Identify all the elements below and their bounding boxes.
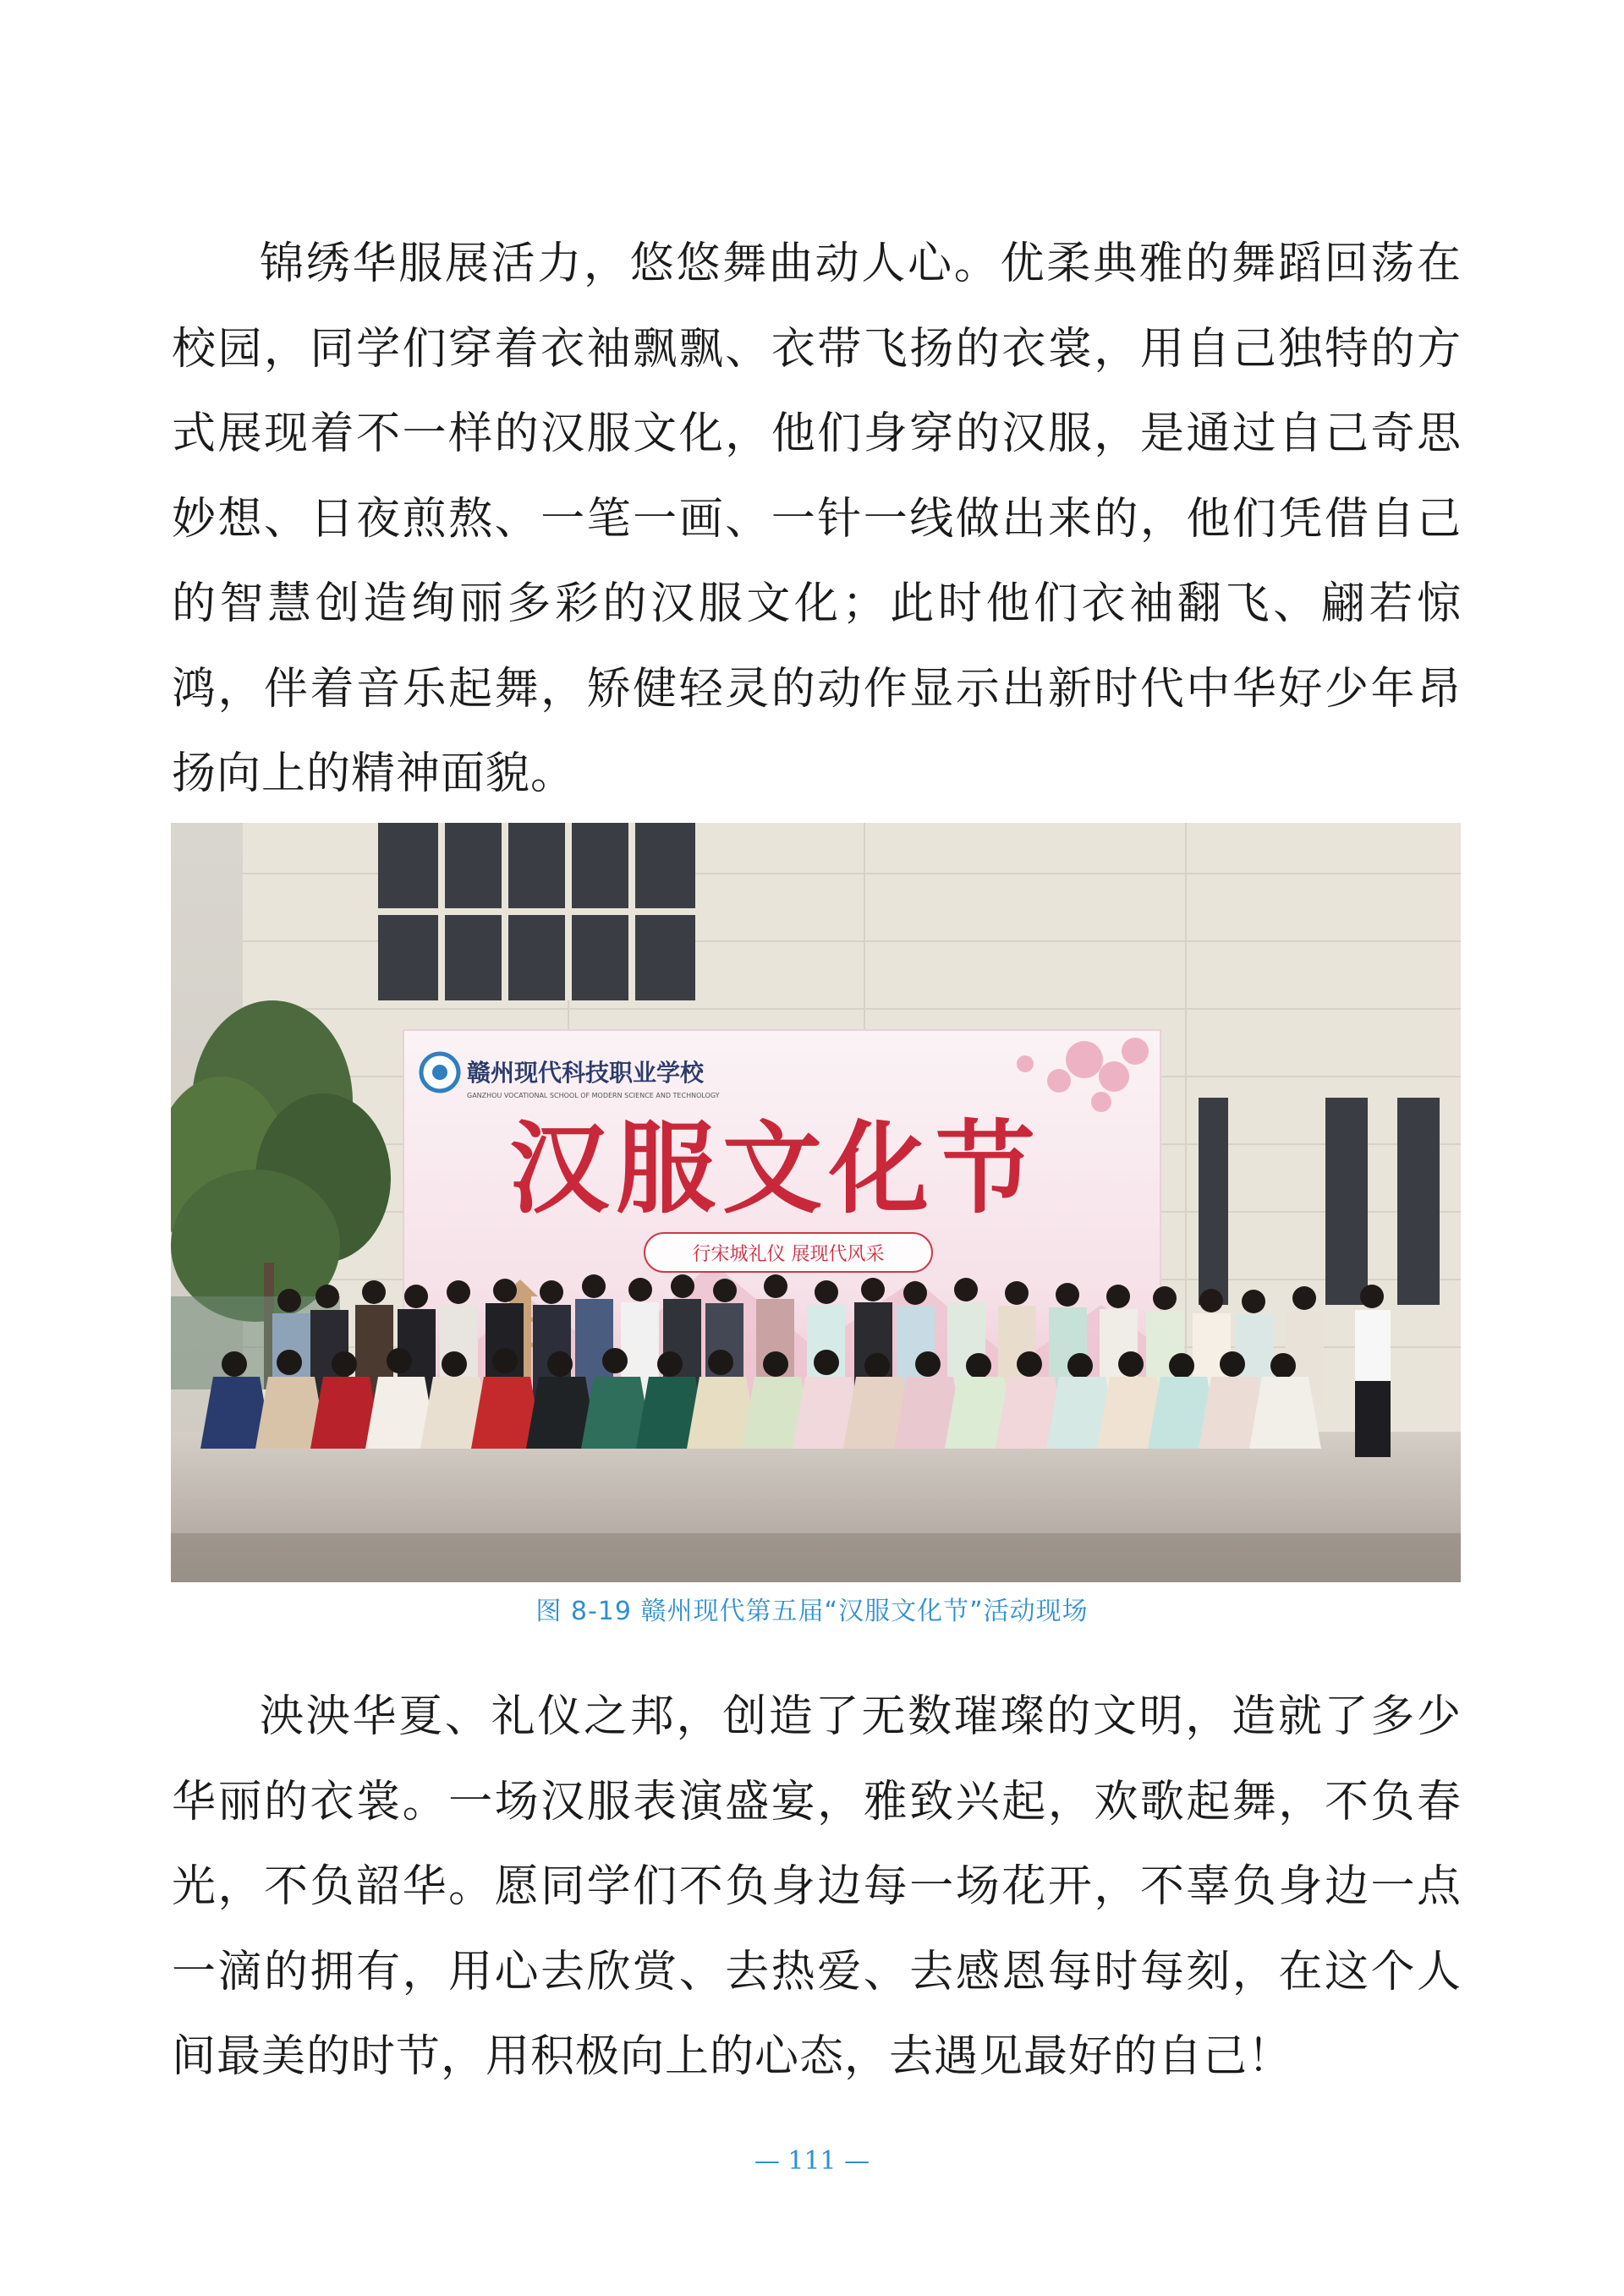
banner-school-name: 赣州现代科技职业学校 xyxy=(467,1059,705,1087)
event-photo xyxy=(171,823,1461,1582)
page-number: — 111 — xyxy=(754,2146,870,2176)
body-paragraph-1: 锦绣华服展活力，悠悠舞曲动人心。优柔典雅的舞蹈回荡在校园，同学们穿着衣袖飘飘、衣带飞扬的衣裳，用自己独特的方式展现着不一样的汉服文化，他们身穿的汉服，是通过自己奇思妙想、日夜煎熬、一笔一画、一针一线做出来的，他们凭借自己的智慧创造绚丽多彩的汉服文化；此时他们衣袖翻飞、翩若惊鸿，伴着音乐起舞，矫健轻灵的动作显示出新时代中华好少年昂扬向上的精神面貌。 xyxy=(172,238,1462,799)
banner-slogan: 行宋城礼仪 展现代风采 xyxy=(692,1244,885,1265)
body-paragraph-2: 泱泱华夏、礼仪之邦，创造了无数璀璨的文明，造就了多少华丽的衣裳。一场汉服表演盛宴，雅致兴起，欢歌起舞，不负春光，不负韶华。愿同学们不负身边每一场花开，不辜负身边一点一滴的拥有，用心去欣赏、去热爱、去感恩每时每刻，在这个人间最美的时节，用积极向上的心态，去遇见最好的自己！ xyxy=(172,1691,1462,2082)
figure-caption: 图 8-19 赣州现代第五届“汉服文化节”活动现场 xyxy=(535,1597,1089,1626)
banner-school-name-en: GANZHOU VOCATIONAL SCHOOL OF MODERN SCIENCE AND TECHNOLOGY xyxy=(467,1092,720,1099)
banner-title: 汉服文化节 xyxy=(508,1110,1043,1227)
